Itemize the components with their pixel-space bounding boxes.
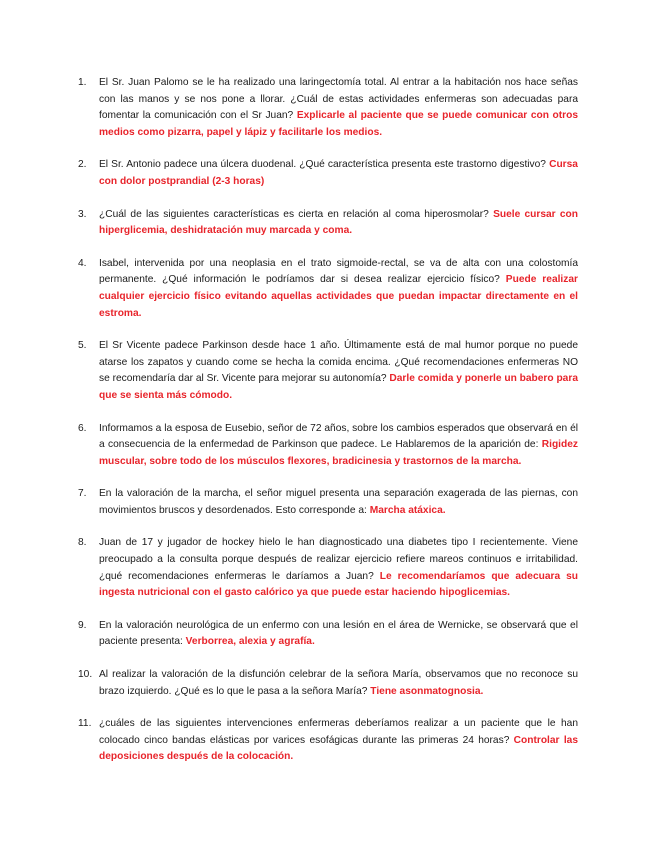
- question-text: Juan de 17 y jugador de hockey hielo le han diagnosticado una diabetes tipo I recientemente. Viene preocupado a la consulta porque después de realizar ejercicio refiere mareos continuos e irritabilidad. ¿qué recomendaciones enfermeras le daríamos a Juan?: [99, 537, 578, 582]
- question-text: El Sr Vicente padece Parkinson desde hace 1 año. Últimamente está de mal humor porque no puede atarse los zapatos y cuando come se hecha la comida encima. ¿Qué recomendaciones enfermeras NO se recomendaría dar al Sr. Vicente para mejorar su autonomía?: [99, 340, 578, 385]
- question-text: Informamos a la esposa de Eusebio, señor de 72 años, sobre los cambios esperados que observará en él a consecuencia de la enfermedad de Parkinson que padece. Le Hablaremos de la aparición de:: [99, 422, 578, 451]
- question-number: 3.: [78, 208, 87, 220]
- question-answer: Cursa con dolor postprandial (2-3 horas): [99, 159, 578, 187]
- question-text: ¿Cuál de las siguientes características es cierta en relación al coma hiperosmolar?: [99, 208, 489, 220]
- question-answer: Suele cursar con hiperglicemia, deshidratación muy marcada y coma.: [99, 208, 578, 237]
- question-number: 10.: [78, 669, 93, 681]
- question-list: [78, 75, 578, 782]
- question-answer: Puede realizar cualquier ejercicio físico evitando aquellas actividades que puedan impactar directamente en el estroma.: [99, 274, 578, 319]
- question-item: [78, 75, 578, 141]
- question-text: En la valoración neurológica de un enfermo con una lesión en el área de Wernicke, se observará que el paciente presenta:: [99, 619, 578, 648]
- question-answer: Controlar las deposiciones después de la colocación.: [99, 734, 578, 763]
- question-answer: Explicarle al paciente que se puede comunicar con otros medios como pizarra, papel y lápiz y facilitarle los medios.: [99, 110, 579, 138]
- question-answer: Marcha atáxica.: [369, 504, 446, 516]
- question-number: 6.: [78, 422, 87, 434]
- question-answer: Le recomendaríamos que adecuara su ingesta nutricional con el gasto calórico ya que puede estar haciendo hipoglicemias.: [99, 570, 578, 599]
- question-item: [78, 207, 578, 240]
- question-item: [78, 667, 578, 700]
- question-answer: Tiene asonmatognosia.: [370, 685, 484, 697]
- question-text: Isabel, intervenida por una neoplasia en el trato sigmoide-rectal, se va de alta con una colostomía permanente. ¿Qué información le podríamos dar si desea realizar ejercicio físico?: [99, 257, 578, 286]
- question-text: En la valoración de la marcha, el señor miguel presenta una separación exagerada de las piernas, con movimientos bruscos y desordenados. Esto corresponde a:: [99, 488, 578, 516]
- question-number: 8.: [78, 537, 87, 549]
- question-number: 9.: [78, 619, 87, 631]
- question-item: [78, 421, 578, 471]
- question-item: [78, 618, 578, 651]
- question-text: El Sr. Antonio padece una úlcera duodenal. ¿Qué característica presenta este trastorno digestivo?: [99, 159, 546, 171]
- question-item: [78, 157, 578, 190]
- question-item: [78, 535, 578, 601]
- question-item: [78, 256, 578, 322]
- question-text: ¿cuáles de las siguientes intervenciones enfermeras deberíamos realizar a un paciente que le han colocado cinco bandas elásticas por varices esofágicas durante las primeras 24 horas?: [99, 718, 578, 746]
- question-answer: Rigidez muscular, sobre todo de los músculos flexores, bradicinesia y trastornos de la marcha.: [99, 439, 578, 467]
- question-number: 1.: [78, 77, 87, 88]
- question-number: 7.: [78, 488, 87, 500]
- question-number: 2.: [78, 159, 87, 171]
- question-item: [78, 338, 578, 404]
- question-text: Al realizar la valoración de la disfunción celebrar de la señora María, observamos que no reconoce su brazo izquierdo. ¿Qué es lo que le pasa a la señora María?: [99, 669, 578, 697]
- question-answer: Verborrea, alexia y agrafía.: [185, 636, 315, 648]
- question-number: 5.: [78, 340, 87, 352]
- question-item: [78, 486, 578, 519]
- question-item: [78, 716, 578, 766]
- question-answer: Darle comida y ponerle un babero para que se sienta más cómodo.: [99, 373, 578, 401]
- question-text: El Sr. Juan Palomo se le ha realizado una laringectomía total. Al entrar a la habitación nos hace señas con las manos y se nos pone a llorar. ¿Cuál de estas actividades enfermeras son adecuadas para fomentar la comunicación con el Sr Juan?: [99, 77, 578, 122]
- question-number: 11.: [78, 718, 92, 730]
- question-number: 4.: [78, 257, 87, 269]
